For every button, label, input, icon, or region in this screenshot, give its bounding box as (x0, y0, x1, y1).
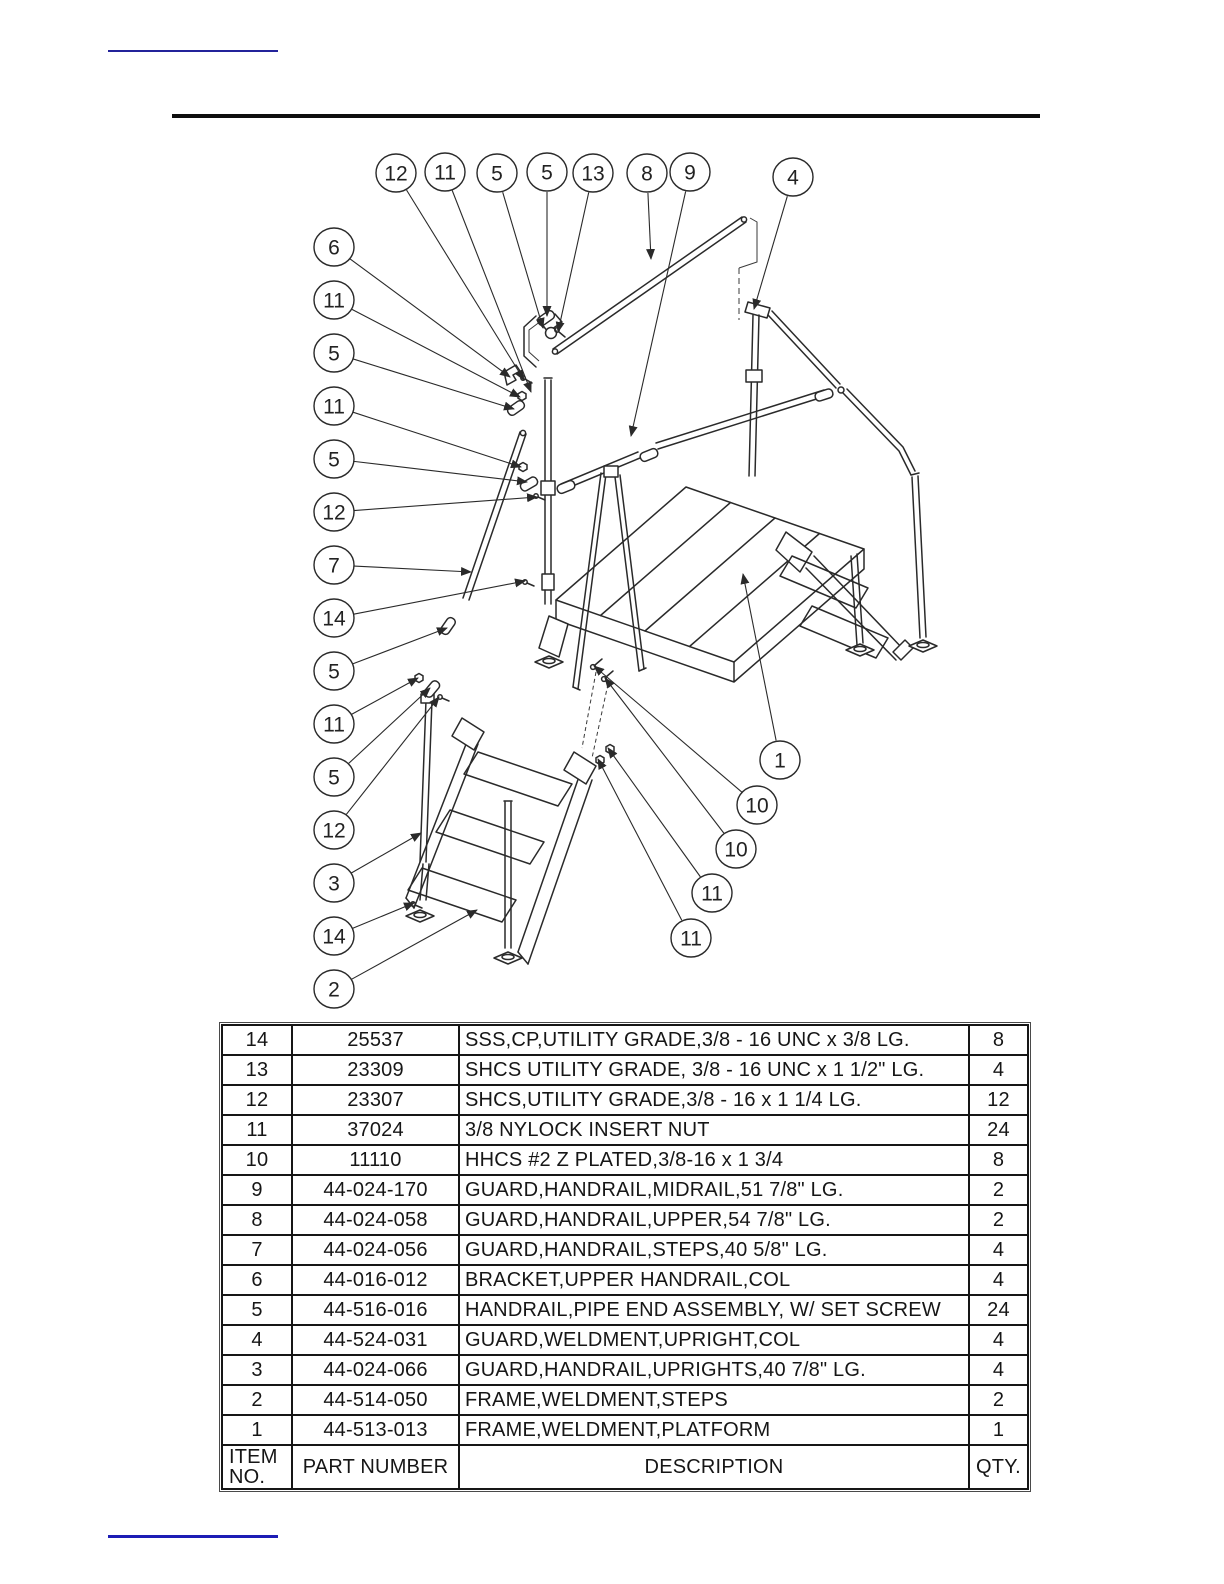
platform-drawing (539, 487, 864, 682)
svg-text:13: 13 (581, 162, 605, 186)
balloon-10 (594, 666, 777, 824)
callout-balloons (314, 153, 813, 1008)
parts-table-wrap (219, 1022, 1031, 1492)
svg-text:8: 8 (641, 162, 653, 186)
balloon-8 (627, 154, 667, 259)
table-row: 10 11110 HHCS #2 Z PLATED,3/8-16 x 1 3/4 8 (222, 1145, 1028, 1175)
col-header-part: PART NUMBER (292, 1445, 459, 1489)
col-header-desc: DESCRIPTION (459, 1445, 969, 1489)
svg-text:12: 12 (322, 501, 346, 525)
svg-text:7: 7 (328, 554, 340, 578)
balloon-14 (314, 581, 525, 637)
svg-text:5: 5 (328, 766, 340, 790)
balloon-4 (754, 158, 813, 309)
balloon-10 (605, 678, 756, 868)
svg-text:14: 14 (322, 925, 346, 949)
parts-table (221, 1024, 1029, 1490)
svg-text:12: 12 (322, 819, 346, 843)
svg-text:11: 11 (323, 289, 345, 313)
svg-text:14: 14 (322, 607, 346, 631)
table-row: 13 23309 SHCS UTILITY GRADE, 3/8 - 16 UNC x 1 1/2" LG. 4 (222, 1055, 1028, 1085)
svg-text:12: 12 (384, 162, 408, 186)
col-header-item: ITEM NO. (222, 1445, 292, 1489)
svg-text:6: 6 (328, 236, 340, 260)
svg-text:10: 10 (745, 794, 769, 818)
foot-pads-drawing (406, 640, 937, 964)
svg-text:5: 5 (328, 448, 340, 472)
table-row: 14 25537 SSS,CP,UTILITY GRADE,3/8 - 16 UNC x 3/8 LG. 8 (222, 1025, 1028, 1055)
svg-text:5: 5 (328, 660, 340, 684)
svg-text:5: 5 (491, 162, 503, 186)
table-row: 5 44-516-016 HANDRAIL,PIPE END ASSEMBLY, W/ SET SCREW 24 (222, 1295, 1028, 1325)
table-row: 1 44-513-013 FRAME,WELDMENT,PLATFORM 1 (222, 1415, 1028, 1445)
balloon-11 (608, 748, 732, 912)
svg-text:11: 11 (434, 161, 456, 185)
table-row: 8 44-024-058 GUARD,HANDRAIL,UPPER,54 7/8" LG. 2 (222, 1205, 1028, 1235)
svg-text:11: 11 (701, 882, 723, 906)
svg-text:1: 1 (774, 749, 786, 773)
svg-text:5: 5 (541, 161, 553, 185)
balloon-5 (527, 153, 567, 316)
table-row: 7 44-024-056 GUARD,HANDRAIL,STEPS,40 5/8" LG. 4 (222, 1235, 1028, 1265)
table-row: 2 44-514-050 FRAME,WELDMENT,STEPS 2 (222, 1385, 1028, 1415)
balloon-5 (314, 440, 527, 482)
detached-upright-drawing (420, 430, 526, 900)
svg-text:2: 2 (328, 978, 340, 1002)
svg-text:9: 9 (684, 161, 696, 185)
table-row: 6 44-016-012 BRACKET,UPPER HANDRAIL,COL 4 (222, 1265, 1028, 1295)
svg-text:11: 11 (680, 927, 702, 951)
table-row: 11 37024 3/8 NYLOCK INSERT NUT 24 (222, 1115, 1028, 1145)
table-row: 3 44-024-066 GUARD,HANDRAIL,UPRIGHTS,40 7/8" LG. 4 (222, 1355, 1028, 1385)
balloon-13 (558, 154, 613, 332)
svg-text:10: 10 (724, 838, 748, 862)
balloon-11 (598, 759, 711, 957)
svg-text:4: 4 (787, 166, 799, 190)
guard-rails-drawing (524, 217, 926, 758)
svg-text:11: 11 (323, 713, 345, 737)
balloon-14 (314, 903, 414, 955)
table-header-row (222, 1445, 1028, 1489)
svg-text:3: 3 (328, 872, 340, 896)
parts-table-body (222, 1025, 1028, 1445)
balloon-1 (743, 574, 800, 779)
table-row: 4 44-524-031 GUARD,WELDMENT,UPRIGHT,COL 4 (222, 1325, 1028, 1355)
right-steps-drawing (776, 532, 913, 660)
svg-text:11: 11 (323, 395, 345, 419)
table-row: 9 44-024-170 GUARD,HANDRAIL,MIDRAIL,51 7/8" LG. 2 (222, 1175, 1028, 1205)
table-row: 12 23307 SHCS,UTILITY GRADE,3/8 - 16 x 1 1/4 LG. 12 (222, 1085, 1028, 1115)
steps-weldment-drawing (406, 718, 596, 964)
balloon-7 (314, 546, 471, 584)
svg-text:5: 5 (328, 342, 340, 366)
col-header-qty: QTY. (969, 1445, 1028, 1489)
